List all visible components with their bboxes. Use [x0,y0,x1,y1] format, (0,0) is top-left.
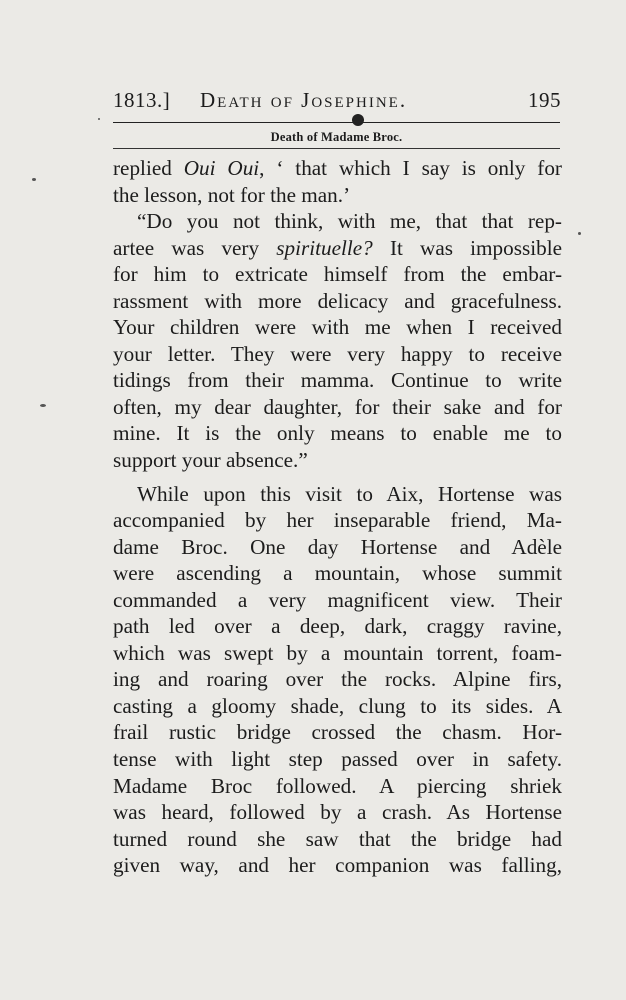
text-line: for him to extricate himself from the embar- [113,262,562,287]
paragraph [113,208,562,473]
text-line: dame Broc. One day Hortense and Adèle [113,534,562,559]
scan-speck [40,404,46,407]
text-line: which was swept by a mountain torrent, foam- [113,640,562,665]
text-line: rassment with more delicacy and gracefulness. [113,288,562,313]
scan-speck [578,232,581,235]
text-line: artee was very spirituelle? It was impossible [113,235,562,260]
subheading-rule [113,148,560,149]
text-line: often, my dear daughter, for their sake and for [113,394,562,419]
text-line: “Do you not think, with me, that that rep- [137,209,562,234]
text-line: path led over a deep, dark, craggy ravine, [113,614,562,639]
text-line: was heard, followed by a crash. As Hortense [113,800,562,825]
text-line: commanded a very magnificent view. Their [113,587,562,612]
scan-speck [98,118,100,120]
paragraph [113,155,562,208]
text-line: ing and roaring over the rocks. Alpine firs, [113,667,562,692]
text-line: were ascending a mountain, whose summit [113,561,562,586]
text-line: the lesson, not for the man.’ [113,182,351,207]
text-line: tidings from their mamma. Continue to write [113,368,562,393]
text-line: accompanied by her inseparable friend, Ma- [113,508,562,533]
text-line: given way, and her companion was falling, [113,853,562,878]
section-subheading: Death of Madame Broc. [270,130,403,144]
body-text [113,155,562,879]
text-line: tense with light step passed over in safety. [113,747,562,772]
text-line: Your children were with me when I received [113,315,562,340]
page-number: 195 [528,88,561,112]
paragraph [113,481,562,879]
text-line: mine. It is the only means to enable me to [113,421,562,446]
header-title: Death of Josephine. [200,88,408,112]
text-line: frail rustic bridge crossed the chasm. Hor- [113,720,562,745]
ink-blot [352,114,364,126]
text-line: casting a gloomy shade, clung to its sides. A [113,693,562,718]
text-line: support your absence.” [113,448,308,473]
scan-speck [32,178,36,181]
header-rule [113,122,560,123]
running-header [113,88,561,118]
text-line: your letter. They were very happy to receive [113,341,562,366]
header-year: 1813.] [113,88,171,112]
text-line: Madame Broc followed. A piercing shriek [113,773,562,798]
text-line: replied Oui Oui, ‘ that which I say is only for [113,156,562,180]
text-line: turned round she saw that the bridge had [113,826,562,851]
text-line: While upon this visit to Aix, Hortense was [137,481,562,506]
